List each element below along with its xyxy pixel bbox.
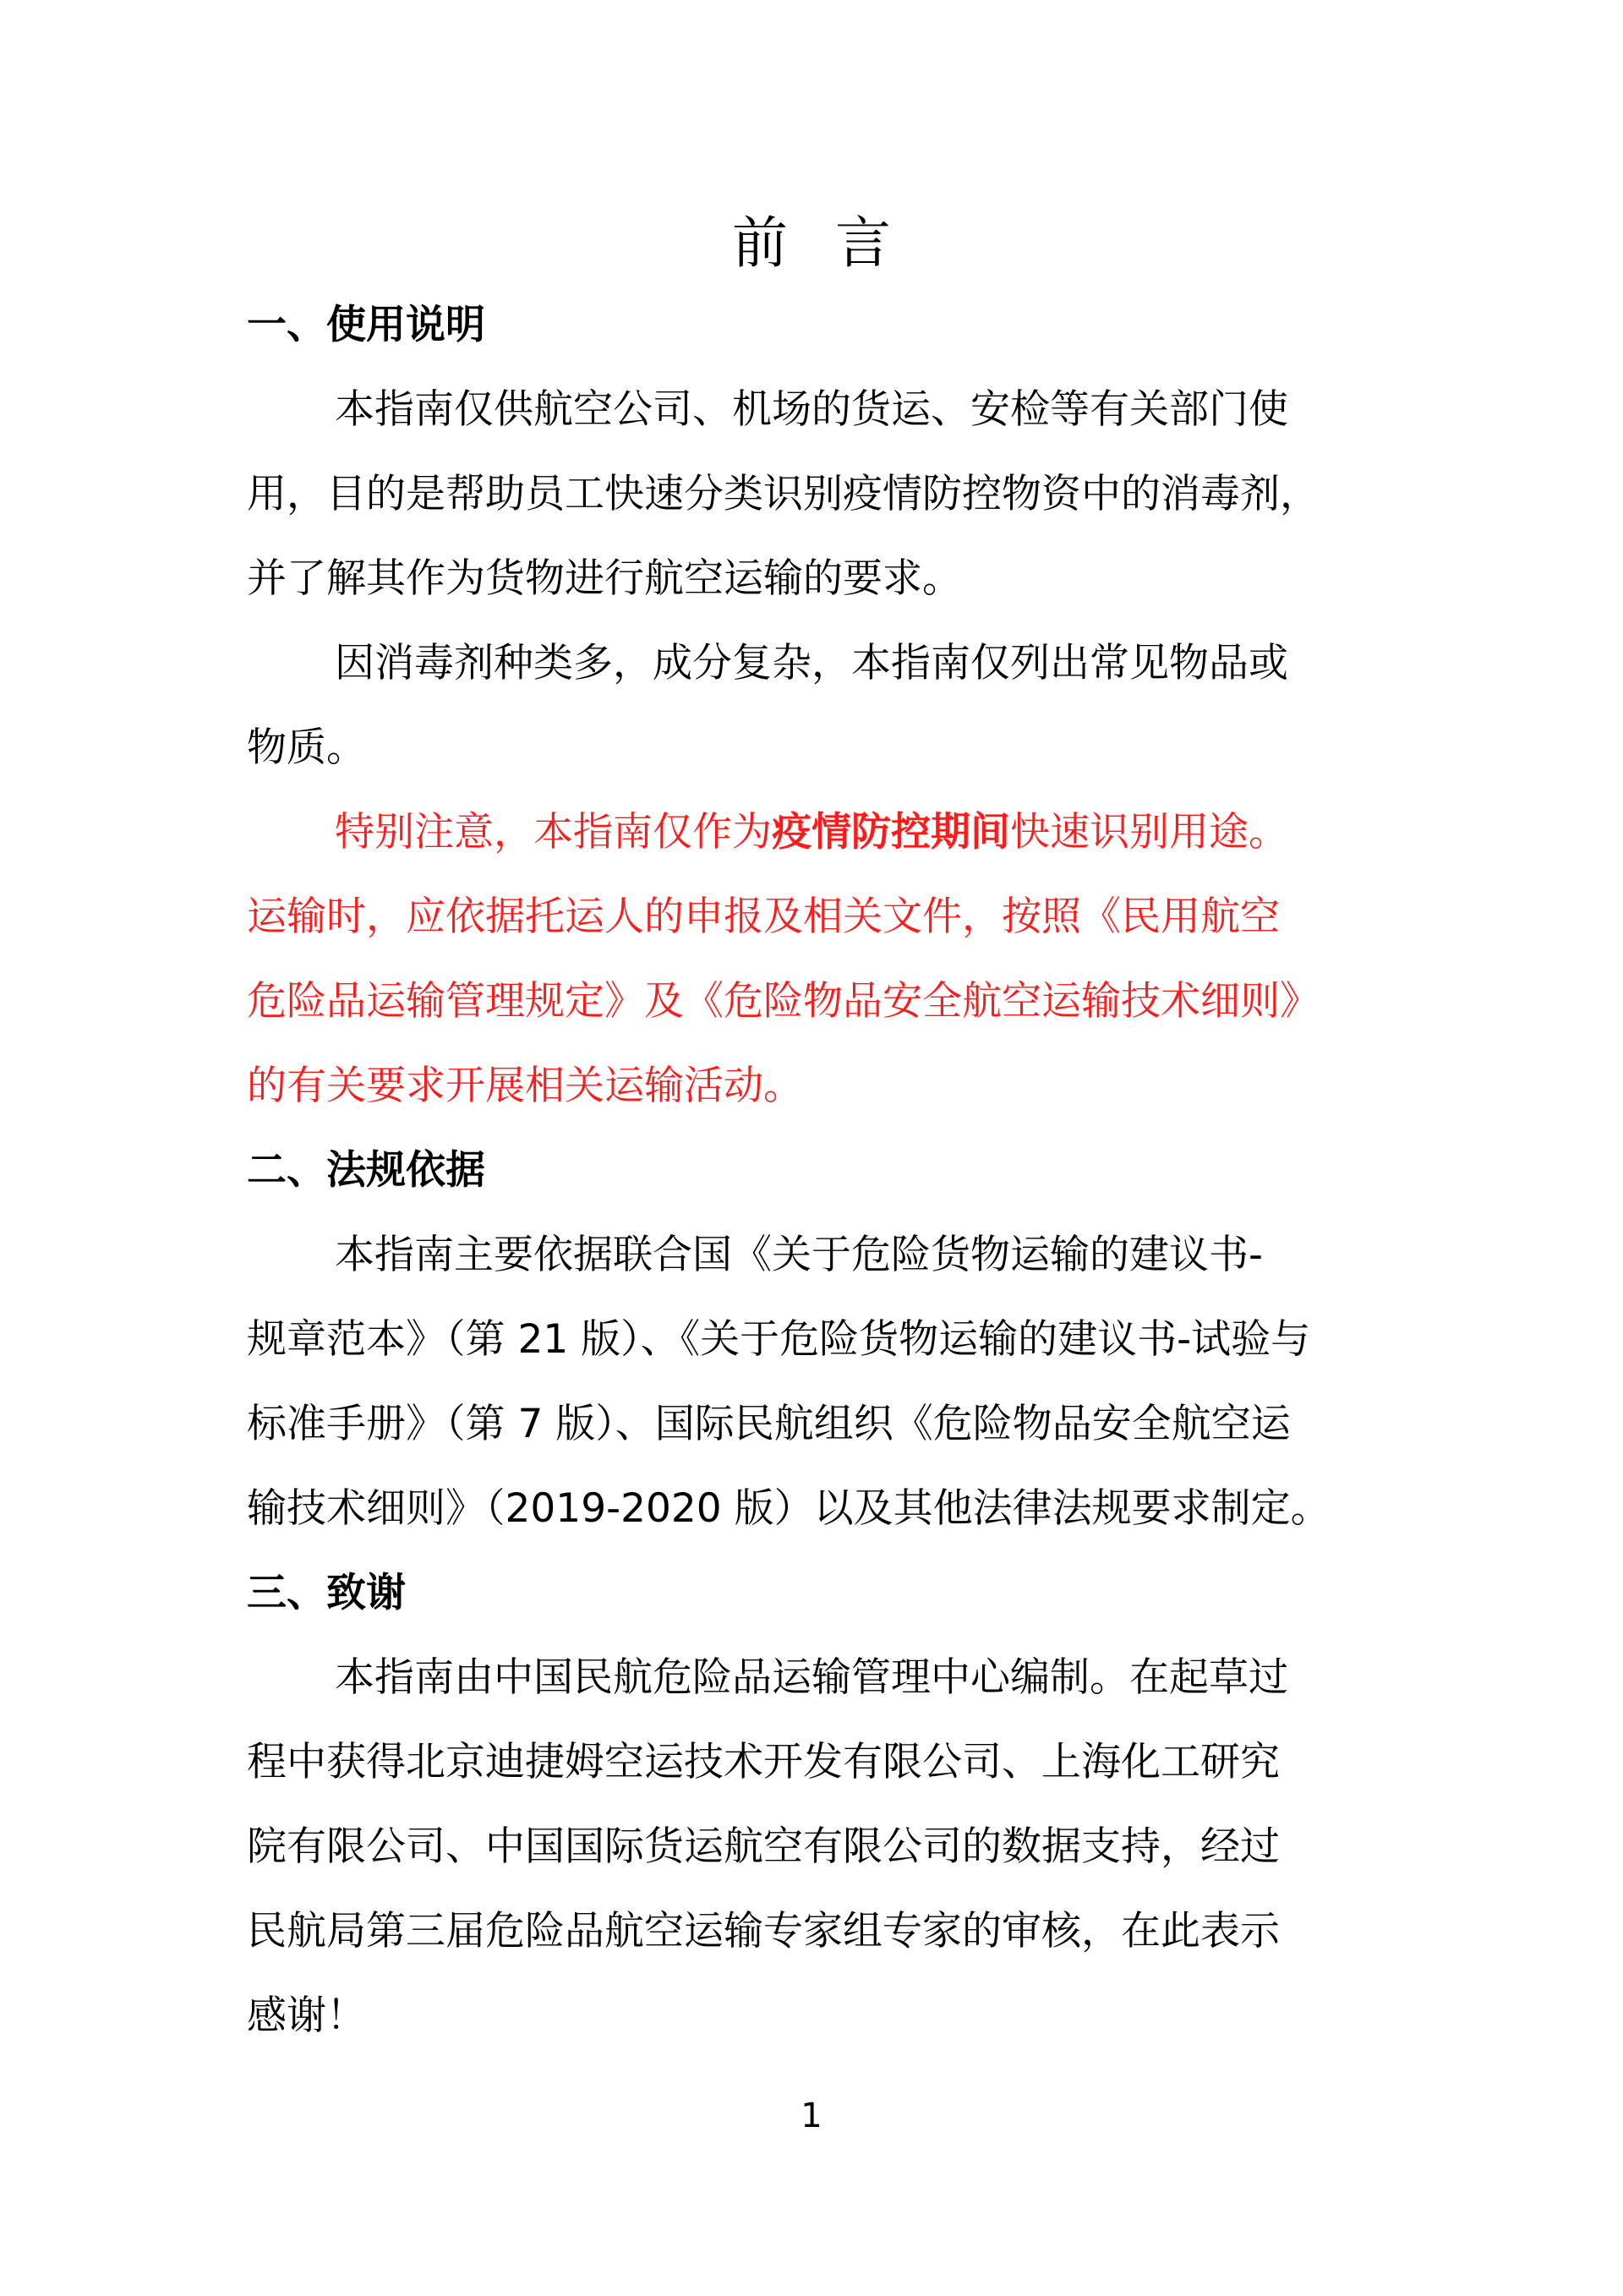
paragraph-line: 规章范本》（第 21 版）、《关于危险货物运输的建议书-试验与 <box>247 1316 1311 1363</box>
special-notice-line: 危险品运输管理规定》及《危险物品安全航空运输技术细则》 <box>247 978 1320 1025</box>
paragraph-line: 民航局第三届危险品航空运输专家组专家的审核，在此表示 <box>247 1908 1280 1954</box>
page-title <box>0 201 1623 286</box>
paragraph-line: 程中获得北京迪捷姆空运技术开发有限公司、上海化工研究 <box>247 1739 1280 1785</box>
special-notice-line: 运输时，应依据托运人的申报及相关文件，按照《民用航空 <box>247 894 1280 940</box>
special-notice-line <box>335 806 1288 860</box>
paragraph-line: 用，目的是帮助员工快速分类识别疫情防控物资中的消毒剂， <box>247 471 1320 517</box>
page-title-char: 前 <box>732 210 835 276</box>
paragraph-line: 院有限公司、中国国际货运航空有限公司的数据支持，经过 <box>247 1823 1280 1870</box>
notice-bold-text: 疫情防控期间 <box>772 809 1010 856</box>
notice-text: 特别注意，本指南仅作为 <box>335 809 772 856</box>
paragraph-line: 输技术细则》（2019-2020 版）以及其他法律法规要求制定。 <box>247 1485 1331 1532</box>
paragraph-line: 并了解其作为货物进行航空运输的要求。 <box>247 555 962 602</box>
section-heading-usage: 一、使用说明 <box>247 302 485 348</box>
paragraph-line: 标准手册》（第 7 版）、国际民航组织《危险物品安全航空运 <box>247 1401 1291 1447</box>
page-title-char: 言 <box>835 210 938 276</box>
paragraph-line: 本指南由中国民航危险品运输管理中心编制。在起草过 <box>335 1654 1288 1701</box>
section-heading-acknowledgements: 三、致谢 <box>247 1570 406 1616</box>
special-notice-line: 的有关要求开展相关运输活动。 <box>247 1063 803 1109</box>
paragraph-line: 感谢！ <box>247 1993 366 2039</box>
paragraph-line: 本指南主要依据联合国《关于危险货物运输的建议书- <box>335 1232 1263 1278</box>
paragraph-line: 本指南仅供航空公司、机场的货运、安检等有关部门使 <box>335 386 1288 433</box>
paragraph-line: 因消毒剂种类多，成分复杂，本指南仅列出常见物品或 <box>335 640 1288 686</box>
page-number: 1 <box>801 2096 822 2135</box>
notice-text: 快速识别用途。 <box>1010 809 1288 856</box>
section-heading-regulations: 二、法规依据 <box>247 1147 485 1194</box>
paragraph-line: 物质。 <box>247 724 366 771</box>
